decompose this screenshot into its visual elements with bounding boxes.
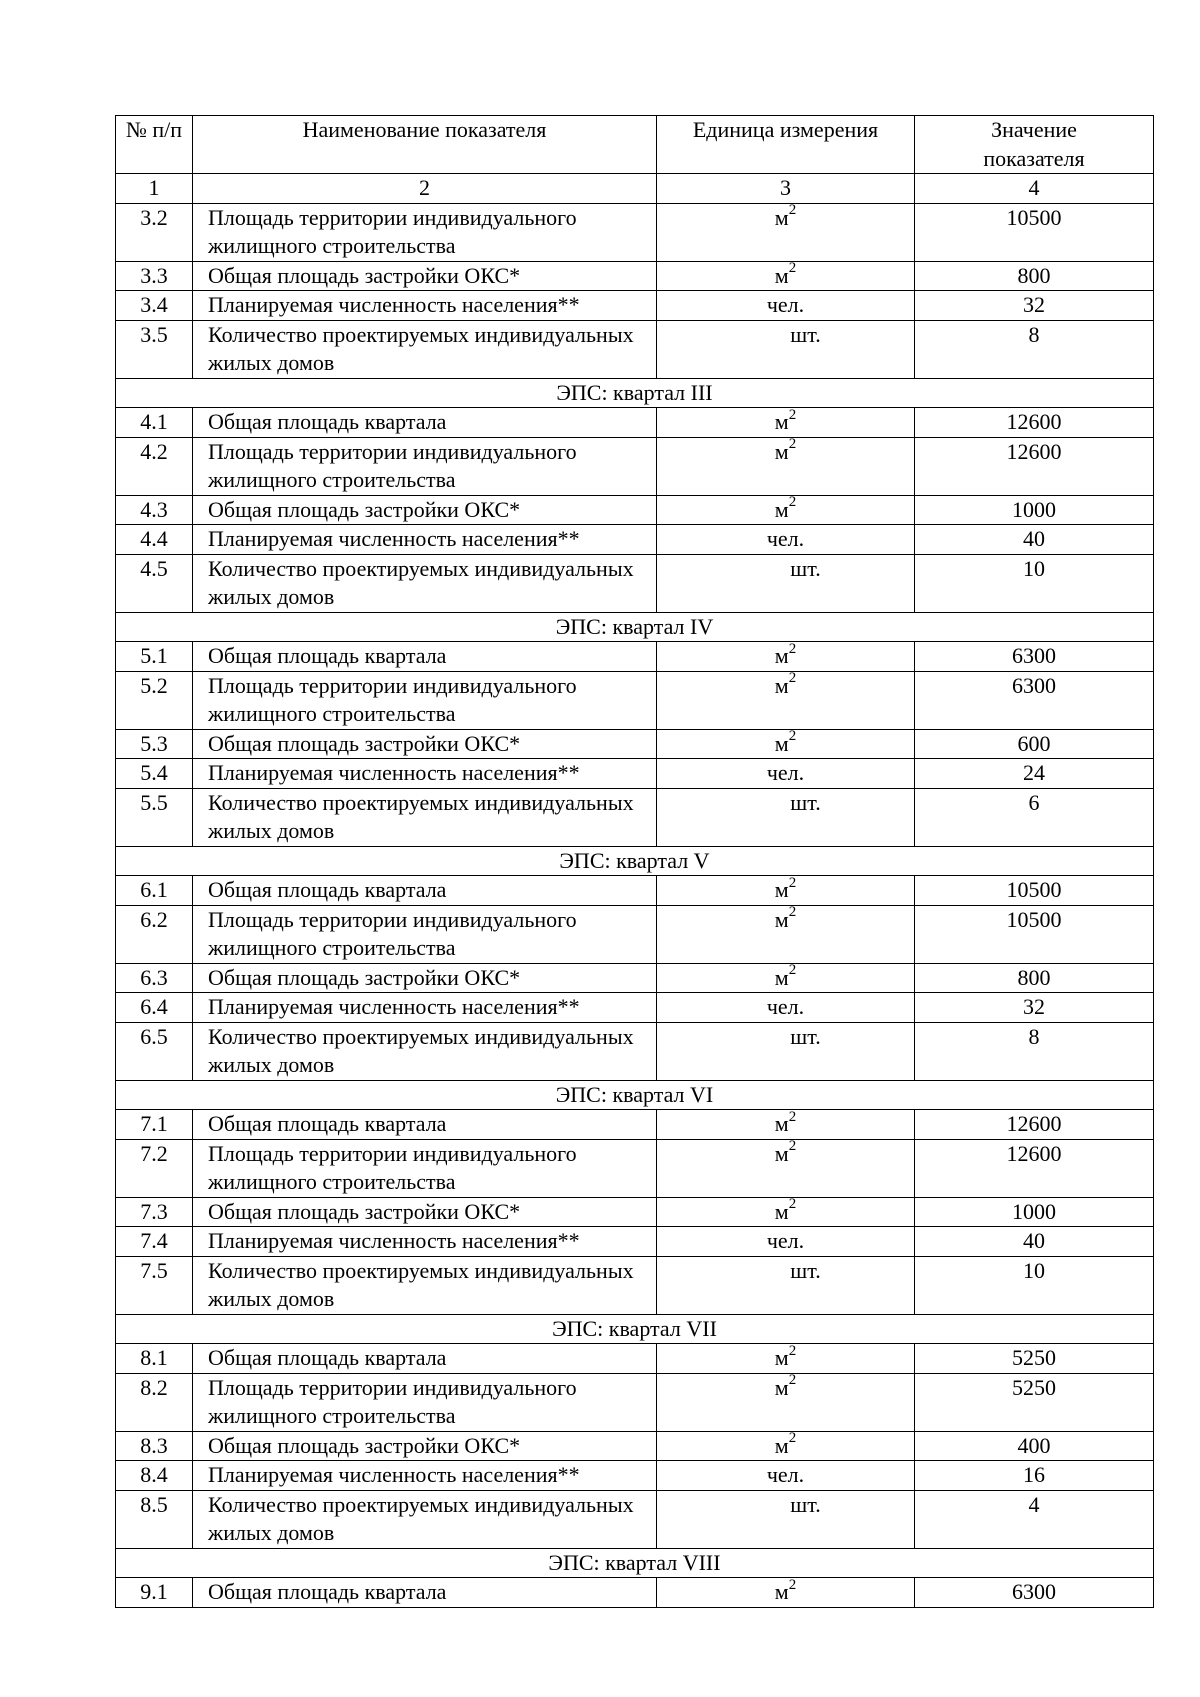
row-indicator-name: Общая площадь квартала [193, 1578, 657, 1608]
table-row [116, 1490, 1154, 1548]
indicators-table [115, 115, 1154, 1608]
row-unit [657, 1373, 915, 1431]
row-value: 8 [915, 1022, 1154, 1080]
unit-pieces: шт. [790, 555, 821, 581]
column-number-4: 4 [915, 174, 1154, 204]
row-unit [657, 1431, 915, 1461]
row-unit [657, 642, 915, 672]
row-value: 16 [915, 1461, 1154, 1491]
unit-superscript: 2 [788, 494, 797, 511]
row-unit [657, 437, 915, 495]
unit-superscript: 2 [788, 962, 797, 979]
unit-square-meter: $м^2$ [774, 904, 797, 932]
row-unit [657, 788, 915, 846]
header-value: Значение показателя [915, 116, 1154, 174]
unit-square-meter: $м^2$ [774, 202, 797, 230]
row-unit [657, 963, 915, 993]
table-row [116, 993, 1154, 1023]
row-number: 6.1 [116, 876, 193, 906]
unit-square-meter: $м^2$ [774, 494, 797, 522]
unit-superscript: 2 [788, 260, 797, 277]
row-indicator-name: Общая площадь квартала [193, 1344, 657, 1374]
table-header-row [116, 116, 1154, 174]
unit-square-meter: $м^2$ [774, 1196, 797, 1224]
unit-superscript: 2 [788, 1576, 797, 1593]
row-unit [657, 554, 915, 612]
row-value: 12600 [915, 1110, 1154, 1140]
section-row [116, 846, 1154, 876]
section-row [116, 612, 1154, 642]
row-unit [657, 1578, 915, 1608]
row-value: 40 [915, 1227, 1154, 1257]
row-number: 5.3 [116, 729, 193, 759]
row-indicator-name: Планируемая численность населения** [193, 1461, 657, 1491]
row-value: 12600 [915, 437, 1154, 495]
table-row [116, 876, 1154, 906]
row-number: 8.5 [116, 1490, 193, 1548]
table-row [116, 1110, 1154, 1140]
row-number: 5.5 [116, 788, 193, 846]
row-unit [657, 876, 915, 906]
row-value: 400 [915, 1431, 1154, 1461]
unit-square-meter: $м^2$ [774, 1138, 797, 1166]
section-row [116, 378, 1154, 408]
row-value: 10500 [915, 876, 1154, 906]
section-title: ЭПС: квартал IV [116, 612, 1154, 642]
unit-superscript: 2 [788, 904, 797, 921]
row-unit [657, 261, 915, 291]
section-row [116, 1548, 1154, 1578]
row-number: 5.2 [116, 671, 193, 729]
unit-superscript: 2 [788, 1372, 797, 1389]
row-unit [657, 203, 915, 261]
row-number: 3.4 [116, 291, 193, 321]
row-indicator-name: Общая площадь застройки ОКС* [193, 495, 657, 525]
row-value: 32 [915, 291, 1154, 321]
row-unit [657, 993, 915, 1023]
unit-pieces: шт. [790, 1491, 821, 1517]
row-indicator-name: Количество проектируемых индивидуальных жилых домов [193, 320, 657, 378]
row-number: 5.1 [116, 642, 193, 672]
table-row [116, 759, 1154, 789]
section-row [116, 1314, 1154, 1344]
row-indicator-name: Количество проектируемых индивидуальных жилых домов [193, 554, 657, 612]
row-value: 800 [915, 261, 1154, 291]
unit-superscript: 2 [788, 202, 797, 219]
row-value: 12600 [915, 1139, 1154, 1197]
row-number: 7.2 [116, 1139, 193, 1197]
row-unit [657, 1022, 915, 1080]
unit-square-meter: $м^2$ [774, 1342, 797, 1370]
unit-pieces: шт. [790, 321, 821, 347]
row-number: 4.5 [116, 554, 193, 612]
table-row [116, 408, 1154, 438]
unit-square-meter: $м^2$ [774, 640, 797, 668]
table-row [116, 1373, 1154, 1431]
unit-square-meter: $м^2$ [774, 728, 797, 756]
row-indicator-name: Количество проектируемых индивидуальных жилых домов [193, 788, 657, 846]
unit-superscript: 2 [788, 1342, 797, 1359]
section-title: ЭПС: квартал VI [116, 1080, 1154, 1110]
row-indicator-name: Общая площадь застройки ОКС* [193, 261, 657, 291]
row-indicator-name: Планируемая численность населения** [193, 993, 657, 1023]
row-value: 1000 [915, 495, 1154, 525]
column-number-1: 1 [116, 174, 193, 204]
table-row [116, 1344, 1154, 1374]
table-row [116, 437, 1154, 495]
row-indicator-name: Площадь территории индивидуального жилищного строительства [193, 905, 657, 963]
table-row [116, 291, 1154, 321]
row-value: 10500 [915, 203, 1154, 261]
row-number: 8.4 [116, 1461, 193, 1491]
table-row [116, 554, 1154, 612]
table-row [116, 495, 1154, 525]
column-number-row [116, 174, 1154, 204]
unit-square-meter: $м^2$ [774, 436, 797, 464]
unit-pieces: шт. [790, 789, 821, 815]
row-number: 7.1 [116, 1110, 193, 1140]
unit-superscript: 2 [788, 1196, 797, 1213]
unit-square-meter: $м^2$ [774, 260, 797, 288]
row-indicator-name: Общая площадь квартала [193, 642, 657, 672]
row-unit [657, 1110, 915, 1140]
table-row [116, 1431, 1154, 1461]
row-value: 800 [915, 963, 1154, 993]
row-value: 10 [915, 554, 1154, 612]
row-number: 8.3 [116, 1431, 193, 1461]
unit-people: чел. [766, 1462, 805, 1487]
row-number: 6.5 [116, 1022, 193, 1080]
row-unit [657, 525, 915, 555]
row-number: 5.4 [116, 759, 193, 789]
row-number: 4.1 [116, 408, 193, 438]
row-number: 4.2 [116, 437, 193, 495]
unit-square-meter: $м^2$ [774, 1430, 797, 1458]
header-unit: Единица измерения [657, 116, 915, 174]
section-row [116, 1080, 1154, 1110]
table-row [116, 729, 1154, 759]
row-indicator-name: Количество проектируемых индивидуальных жилых домов [193, 1022, 657, 1080]
row-unit [657, 1227, 915, 1257]
row-number: 7.4 [116, 1227, 193, 1257]
row-value: 40 [915, 525, 1154, 555]
unit-superscript: 2 [788, 1108, 797, 1125]
row-number: 4.3 [116, 495, 193, 525]
unit-superscript: 2 [788, 1138, 797, 1155]
unit-pieces: шт. [790, 1023, 821, 1049]
row-indicator-name: Общая площадь застройки ОКС* [193, 1197, 657, 1227]
row-unit [657, 1139, 915, 1197]
row-unit [657, 905, 915, 963]
row-unit [657, 408, 915, 438]
unit-superscript: 2 [788, 670, 797, 687]
table-row [116, 525, 1154, 555]
table-row [116, 1578, 1154, 1608]
row-indicator-name: Площадь территории индивидуального жилищного строительства [193, 203, 657, 261]
row-unit [657, 671, 915, 729]
row-number: 7.5 [116, 1256, 193, 1314]
row-number: 8.1 [116, 1344, 193, 1374]
row-indicator-name: Общая площадь квартала [193, 408, 657, 438]
row-value: 6300 [915, 642, 1154, 672]
table-row [116, 1197, 1154, 1227]
column-number-3: 3 [657, 174, 915, 204]
row-unit [657, 1344, 915, 1374]
unit-superscript: 2 [788, 728, 797, 745]
unit-superscript: 2 [788, 1430, 797, 1447]
row-number: 9.1 [116, 1578, 193, 1608]
unit-square-meter: $м^2$ [774, 874, 797, 902]
unit-square-meter: $м^2$ [774, 1108, 797, 1136]
table-row [116, 1022, 1154, 1080]
row-value: 32 [915, 993, 1154, 1023]
row-value: 10 [915, 1256, 1154, 1314]
header-num: № п/п [116, 116, 193, 174]
row-indicator-name: Общая площадь квартала [193, 876, 657, 906]
row-value: 10500 [915, 905, 1154, 963]
unit-superscript: 2 [788, 436, 797, 453]
unit-superscript: 2 [788, 640, 797, 657]
row-value: 24 [915, 759, 1154, 789]
unit-people: чел. [766, 760, 805, 785]
row-value: 6300 [915, 1578, 1154, 1608]
row-number: 6.2 [116, 905, 193, 963]
row-indicator-name: Площадь территории индивидуального жилищного строительства [193, 437, 657, 495]
unit-people: чел. [766, 1228, 805, 1253]
unit-square-meter: $м^2$ [774, 962, 797, 990]
section-title: ЭПС: квартал III [116, 378, 1154, 408]
row-indicator-name: Общая площадь квартала [193, 1110, 657, 1140]
row-unit [657, 1256, 915, 1314]
row-value: 600 [915, 729, 1154, 759]
header-name: Наименование показателя [193, 116, 657, 174]
table-row [116, 320, 1154, 378]
row-unit [657, 291, 915, 321]
row-unit [657, 495, 915, 525]
row-value: 8 [915, 320, 1154, 378]
row-unit [657, 1197, 915, 1227]
row-unit [657, 729, 915, 759]
table-row [116, 671, 1154, 729]
row-indicator-name: Количество проектируемых индивидуальных жилых домов [193, 1490, 657, 1548]
row-value: 1000 [915, 1197, 1154, 1227]
row-indicator-name: Общая площадь застройки ОКС* [193, 963, 657, 993]
unit-square-meter: $м^2$ [774, 406, 797, 434]
row-value: 12600 [915, 408, 1154, 438]
row-number: 6.3 [116, 963, 193, 993]
row-number: 3.5 [116, 320, 193, 378]
column-number-2: 2 [193, 174, 657, 204]
row-indicator-name: Планируемая численность населения** [193, 525, 657, 555]
row-value: 6 [915, 788, 1154, 846]
row-value: 6300 [915, 671, 1154, 729]
row-number: 3.3 [116, 261, 193, 291]
unit-square-meter: $м^2$ [774, 670, 797, 698]
row-indicator-name: Количество проектируемых индивидуальных жилых домов [193, 1256, 657, 1314]
row-indicator-name: Общая площадь застройки ОКС* [193, 729, 657, 759]
row-number: 6.4 [116, 993, 193, 1023]
row-number: 7.3 [116, 1197, 193, 1227]
table-row [116, 1227, 1154, 1257]
table-row [116, 1139, 1154, 1197]
row-unit [657, 1490, 915, 1548]
table-row [116, 261, 1154, 291]
row-value: 4 [915, 1490, 1154, 1548]
row-indicator-name: Планируемая численность населения** [193, 1227, 657, 1257]
unit-people: чел. [766, 292, 805, 317]
unit-superscript: 2 [788, 406, 797, 423]
table-row [116, 1461, 1154, 1491]
row-indicator-name: Площадь территории индивидуального жилищного строительства [193, 1373, 657, 1431]
unit-square-meter: $м^2$ [774, 1576, 797, 1604]
unit-people: чел. [766, 526, 805, 551]
row-unit [657, 320, 915, 378]
row-number: 8.2 [116, 1373, 193, 1431]
unit-square-meter: $м^2$ [774, 1372, 797, 1400]
row-value: 5250 [915, 1373, 1154, 1431]
row-unit [657, 1461, 915, 1491]
table-row [116, 963, 1154, 993]
table-row [116, 203, 1154, 261]
section-title: ЭПС: квартал V [116, 846, 1154, 876]
row-number: 4.4 [116, 525, 193, 555]
row-indicator-name: Планируемая численность населения** [193, 759, 657, 789]
row-indicator-name: Общая площадь застройки ОКС* [193, 1431, 657, 1461]
row-unit [657, 759, 915, 789]
table-row [116, 642, 1154, 672]
row-indicator-name: Площадь территории индивидуального жилищного строительства [193, 1139, 657, 1197]
row-number: 3.2 [116, 203, 193, 261]
table-row [116, 905, 1154, 963]
table-row [116, 788, 1154, 846]
unit-superscript: 2 [788, 874, 797, 891]
table-row [116, 1256, 1154, 1314]
section-title: ЭПС: квартал VII [116, 1314, 1154, 1344]
row-indicator-name: Планируемая численность населения** [193, 291, 657, 321]
unit-people: чел. [766, 994, 805, 1019]
section-title: ЭПС: квартал VIII [116, 1548, 1154, 1578]
unit-pieces: шт. [790, 1257, 821, 1283]
row-value: 5250 [915, 1344, 1154, 1374]
row-indicator-name: Площадь территории индивидуального жилищного строительства [193, 671, 657, 729]
